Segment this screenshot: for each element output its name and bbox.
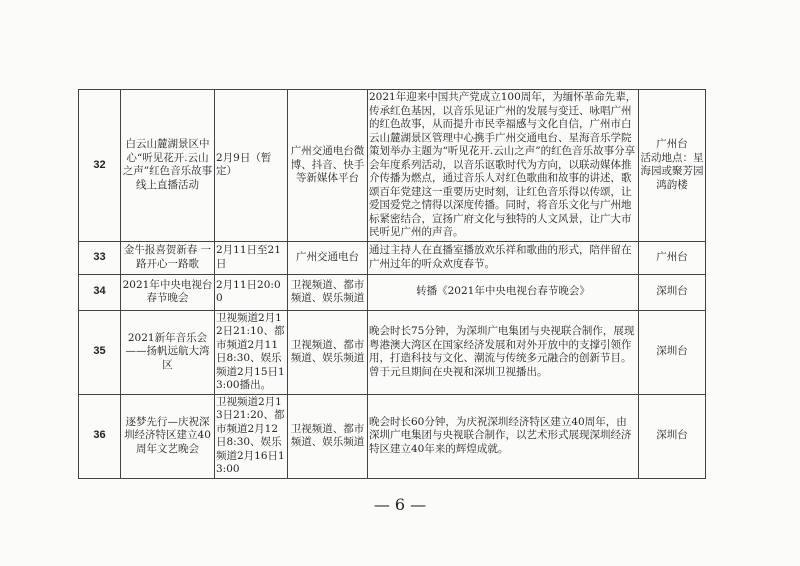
channel: 广州交通电台 [288, 241, 368, 274]
channel: 卫视频道、都市频道、娱乐频道 [288, 310, 368, 394]
row-number: 34 [79, 274, 121, 310]
content: 转播《2021年中央电视台春节晚会》 [368, 274, 639, 310]
content: 通过主持人在直播室播放欢乐祥和歌曲的形式，陪伴留在广州过年的听众欢度春节。 [368, 241, 639, 274]
row-number: 35 [79, 310, 121, 394]
content: 2021年迎来中国共产党成立100周年，为缅怀革命先辈，传承红色基因，以音乐见证广州的发展与变迁、咏唱广州的红色故事，从而提升市民幸福感与文化自信，广州市白云山麓湖景区管理中心携手广州交通电台、星海音乐学院策划举办主题为“听见花开.云山之声”的红色音乐故事分享会年度系列活动，以音乐讴歌时代为方向，以联动媒体推介传播为燃点，通过音乐人对红色歌曲和故事的讲述，歌颂百年党建这一重要历史时刻，让红色音乐得以传颂，让爱国爱党之情得以深度传播。同时，将音乐文化与广州地标紧密结合，宣扬广府文化与独特的人文风景，让广大市民听见广州的声音。 [368, 90, 639, 242]
unit: 深圳台 [639, 310, 706, 394]
broadcast-time: 2月9日（暂定） [215, 90, 288, 242]
channel: 卫视频道、都市频道、娱乐频道 [288, 274, 368, 310]
table-row [79, 274, 706, 310]
content: 晚会时长75分钟，为深圳广电集团与央视联合制作，展现粤港澳大湾区在国家经济发展和对外开放中的支撑引领作用，打造科技与文化、潮流与传统多元融合的创新节目。曾于元旦期间在央视和深圳卫视播出。 [368, 310, 639, 394]
table-row [79, 241, 706, 274]
table-row [79, 310, 706, 394]
row-number: 32 [79, 90, 121, 242]
broadcast-time: 卫视频道2月12日21:10、都市频道2月11日8:30、娱乐频道2月15日13:00播出。 [215, 310, 288, 394]
unit: 广州台 活动地点：星海园或聚芳园鸿韵楼 [639, 90, 706, 242]
program-table [78, 89, 706, 479]
page-number: — 6 — [373, 494, 427, 514]
program-name: 2021新年音乐会——扬帆远航大湾区 [121, 310, 215, 394]
row-number: 36 [79, 394, 121, 478]
program-name: 金牛报喜贺新春 一路开心一路歌 [121, 241, 215, 274]
program-name: 逐梦先行—庆祝深圳经济特区建立40周年文艺晚会 [121, 394, 215, 478]
program-name: 白云山麓湖景区中心“听见花开.云山之声”红色音乐故事线上直播活动 [121, 90, 215, 242]
channel: 卫视频道、都市频道、娱乐频道 [288, 394, 368, 478]
broadcast-time: 2月11日20:00 [215, 274, 288, 310]
unit: 广州台 [639, 241, 706, 274]
program-name: 2021年中央电视台春节晚会 [121, 274, 215, 310]
unit: 深圳台 [639, 274, 706, 310]
content: 晚会时长60分钟，为庆祝深圳经济特区建立40周年，由深圳广电集团与央视联合制作，以艺术形式展现深圳经济特区建立40年来的辉煌成就。 [368, 394, 639, 478]
channel: 广州交通电台微博、抖音、快手等新媒体平台 [288, 90, 368, 242]
broadcast-time: 2月11日至21日 [215, 241, 288, 274]
broadcast-time: 卫视频道2月13日21:20、都市频道2月12日8:30、娱乐频道2月16日13:00 [215, 394, 288, 478]
table-row [79, 90, 706, 242]
table-row [79, 394, 706, 478]
row-number: 33 [79, 241, 121, 274]
unit: 深圳台 [639, 394, 706, 478]
